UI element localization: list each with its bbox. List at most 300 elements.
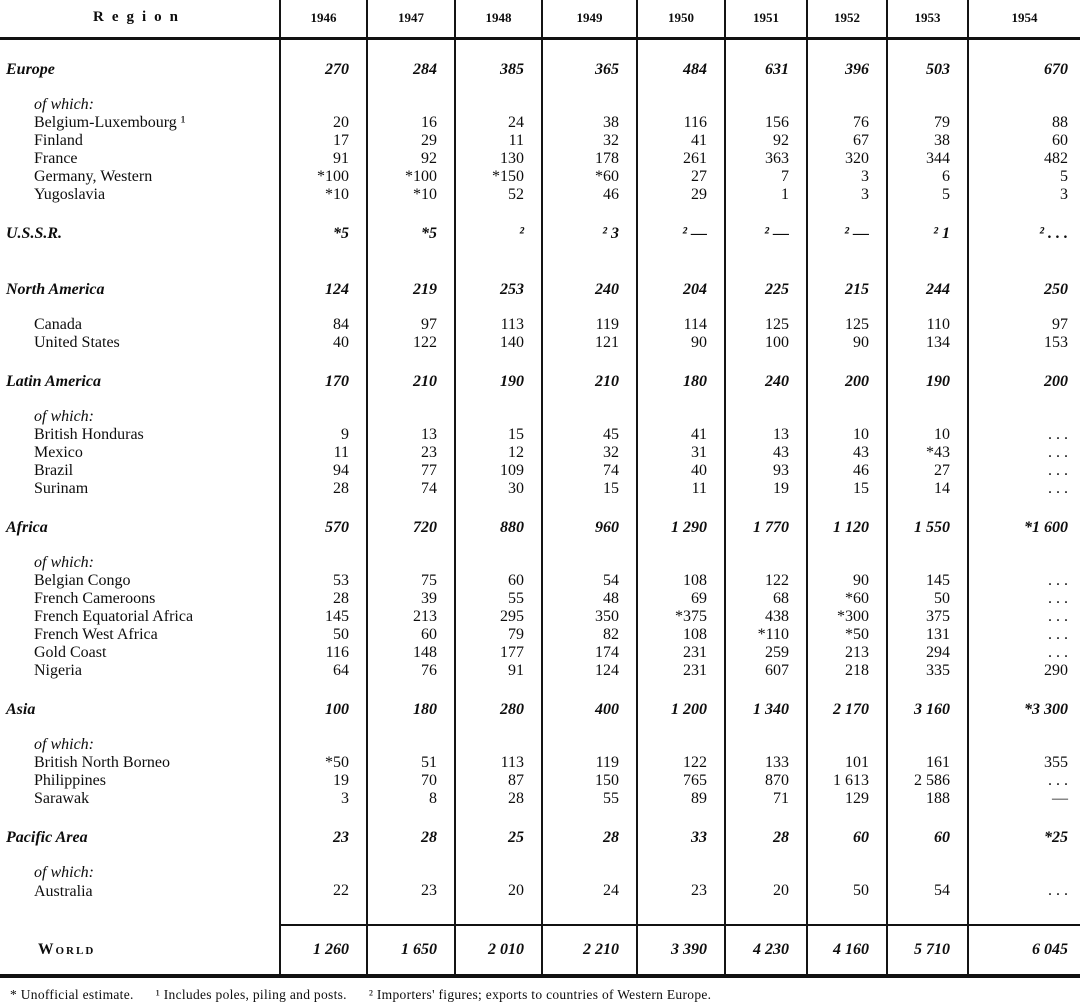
table-row [0, 808, 1080, 864]
row-label: British Honduras [34, 426, 144, 443]
cell: 2 010 [455, 925, 542, 976]
cell: 23 [367, 444, 455, 462]
row-label: North America [6, 281, 105, 298]
cell: 5 [887, 186, 968, 204]
cell: 231 [637, 662, 725, 680]
row-label: Latin America [6, 373, 101, 390]
cell: *43 [887, 444, 968, 462]
row-label: Pacific Area [6, 829, 88, 846]
cell [968, 554, 1080, 572]
cell [280, 96, 367, 114]
cell: 284 [367, 39, 455, 97]
cell: *110 [725, 626, 807, 644]
cell: 190 [455, 352, 542, 408]
row-label: Nigeria [34, 662, 82, 679]
cell: 25 [455, 808, 542, 864]
cell: . . . [968, 572, 1080, 590]
cell: 3 [807, 168, 887, 186]
cell: 48 [542, 590, 637, 608]
cell: *10 [280, 186, 367, 204]
cell: 121 [542, 334, 637, 352]
cell: ² . . . [968, 204, 1080, 260]
cell: 60 [887, 808, 968, 864]
cell [542, 554, 637, 572]
table-row [0, 498, 1080, 554]
cell: 355 [968, 754, 1080, 772]
cell: *100 [367, 168, 455, 186]
row-label: French West Africa [34, 626, 158, 643]
table-row [0, 204, 1080, 260]
cell [807, 554, 887, 572]
cell: 74 [367, 480, 455, 498]
cell: 13 [367, 426, 455, 444]
cell: 67 [807, 132, 887, 150]
table-row [0, 772, 1080, 790]
cell: 253 [455, 260, 542, 316]
cell: 113 [455, 316, 542, 334]
table-row [0, 150, 1080, 168]
cell: 113 [455, 754, 542, 772]
cell: . . . [968, 608, 1080, 626]
cell: 79 [887, 114, 968, 132]
row-label: Australia [34, 883, 93, 900]
cell: 161 [887, 754, 968, 772]
row-label: Europe [6, 61, 55, 78]
column-header-1946: 1946 [280, 0, 367, 39]
cell [367, 96, 455, 114]
cell: 108 [637, 572, 725, 590]
cell: 375 [887, 608, 968, 626]
cell [887, 408, 968, 426]
cell: 204 [637, 260, 725, 316]
cell: 11 [280, 444, 367, 462]
cell: 2 210 [542, 925, 637, 976]
cell: 145 [887, 572, 968, 590]
table-row [0, 608, 1080, 626]
cell [455, 864, 542, 882]
cell: 19 [725, 480, 807, 498]
cell: 3 390 [637, 925, 725, 976]
table-row [0, 754, 1080, 772]
cell: *150 [455, 168, 542, 186]
row-label: Mexico [34, 444, 83, 461]
cell: 880 [455, 498, 542, 554]
row-label: of which: [34, 864, 94, 881]
cell: 125 [807, 316, 887, 334]
row-label: Finland [34, 132, 83, 149]
cell: . . . [968, 626, 1080, 644]
table-row [0, 444, 1080, 462]
cell: 60 [367, 626, 455, 644]
row-label: Philippines [34, 772, 107, 789]
cell: 101 [807, 754, 887, 772]
cell: 240 [542, 260, 637, 316]
cell: 50 [280, 626, 367, 644]
cell: 1 [725, 186, 807, 204]
cell: 250 [968, 260, 1080, 316]
cell: 2 170 [807, 680, 887, 736]
cell: 70 [367, 772, 455, 790]
cell: 93 [725, 462, 807, 480]
cell [280, 864, 367, 882]
cell: . . . [968, 644, 1080, 662]
cell: 335 [887, 662, 968, 680]
cell [637, 96, 725, 114]
cell: 27 [887, 462, 968, 480]
cell: 133 [725, 754, 807, 772]
cell: 31 [637, 444, 725, 462]
cell: — [968, 790, 1080, 808]
cell: 100 [725, 334, 807, 352]
cell: 765 [637, 772, 725, 790]
cell: 23 [637, 882, 725, 925]
table-row [0, 408, 1080, 426]
cell: 1 290 [637, 498, 725, 554]
table-row [0, 626, 1080, 644]
cell [887, 96, 968, 114]
cell [887, 554, 968, 572]
cell [637, 554, 725, 572]
cell: 1 260 [280, 925, 367, 976]
cell: 68 [725, 590, 807, 608]
cell: ² — [807, 204, 887, 260]
row-label: of which: [34, 736, 94, 753]
cell: 20 [280, 114, 367, 132]
cell: 215 [807, 260, 887, 316]
cell: 94 [280, 462, 367, 480]
cell: 71 [725, 790, 807, 808]
cell: 97 [968, 316, 1080, 334]
table-row [0, 168, 1080, 186]
cell: 188 [887, 790, 968, 808]
cell [637, 408, 725, 426]
cell: 122 [367, 334, 455, 352]
cell: *375 [637, 608, 725, 626]
cell: 295 [455, 608, 542, 626]
column-header-1954: 1954 [968, 0, 1080, 39]
cell: 122 [637, 754, 725, 772]
cell: 60 [455, 572, 542, 590]
table-row [0, 39, 1080, 97]
cell: 28 [542, 808, 637, 864]
table-row [0, 96, 1080, 114]
cell: 5 [968, 168, 1080, 186]
column-header-1948: 1948 [455, 0, 542, 39]
cell [542, 96, 637, 114]
cell: 145 [280, 608, 367, 626]
cell: 24 [542, 882, 637, 925]
cell: 19 [280, 772, 367, 790]
cell: 82 [542, 626, 637, 644]
cell: 385 [455, 39, 542, 97]
table-row [0, 790, 1080, 808]
cell: 210 [542, 352, 637, 408]
cell: 41 [637, 426, 725, 444]
cell [887, 864, 968, 882]
table-row [0, 644, 1080, 662]
cell: 3 [968, 186, 1080, 204]
row-label: of which: [34, 554, 94, 571]
cell: 631 [725, 39, 807, 97]
row-label: Belgium-Luxembourg ¹ [34, 114, 186, 131]
cell: 28 [280, 590, 367, 608]
cell: ² 3 [542, 204, 637, 260]
cell: 50 [807, 882, 887, 925]
cell: 200 [807, 352, 887, 408]
cell: 24 [455, 114, 542, 132]
cell: 2 586 [887, 772, 968, 790]
cell: 39 [367, 590, 455, 608]
cell: 87 [455, 772, 542, 790]
cell: 28 [280, 480, 367, 498]
cell: *50 [280, 754, 367, 772]
cell: *10 [367, 186, 455, 204]
cell: 960 [542, 498, 637, 554]
header-row [0, 0, 1080, 39]
cell: 130 [455, 150, 542, 168]
footnote-unofficial-estimate: * Unofficial estimate. [10, 987, 134, 1002]
table-row [0, 572, 1080, 590]
cell [968, 408, 1080, 426]
cell: 365 [542, 39, 637, 97]
cell: 396 [807, 39, 887, 97]
cell: 50 [887, 590, 968, 608]
cell: 344 [887, 150, 968, 168]
cell: 363 [725, 150, 807, 168]
cell: 116 [280, 644, 367, 662]
cell: 244 [887, 260, 968, 316]
cell: 55 [455, 590, 542, 608]
cell: 77 [367, 462, 455, 480]
cell: 1 770 [725, 498, 807, 554]
cell: 64 [280, 662, 367, 680]
cell: 240 [725, 352, 807, 408]
row-label: France [34, 150, 78, 167]
cell: 110 [887, 316, 968, 334]
cell: 4 160 [807, 925, 887, 976]
cell: 92 [367, 150, 455, 168]
row-label: Belgian Congo [34, 572, 131, 589]
cell: . . . [968, 590, 1080, 608]
table-row [0, 864, 1080, 882]
cell [455, 408, 542, 426]
cell [807, 408, 887, 426]
row-label: Asia [6, 701, 36, 718]
cell: 52 [455, 186, 542, 204]
column-header-region: Region [0, 0, 280, 39]
cell: 92 [725, 132, 807, 150]
cell: 280 [455, 680, 542, 736]
cell: 55 [542, 790, 637, 808]
cell: 38 [887, 132, 968, 150]
cell: 116 [637, 114, 725, 132]
cell: *300 [807, 608, 887, 626]
footnote-importers-figures: ² Importers' figures; exports to countries of Western Europe. [368, 987, 712, 1002]
cell: 438 [725, 608, 807, 626]
cell: . . . [968, 462, 1080, 480]
cell: *5 [280, 204, 367, 260]
cell: 53 [280, 572, 367, 590]
cell: 43 [807, 444, 887, 462]
cell: 76 [807, 114, 887, 132]
row-label: Surinam [34, 480, 89, 497]
cell: 28 [455, 790, 542, 808]
cell: 79 [455, 626, 542, 644]
cell: 200 [968, 352, 1080, 408]
column-header-1947: 1947 [367, 0, 455, 39]
cell: 350 [542, 608, 637, 626]
cell: 720 [367, 498, 455, 554]
cell: *1 600 [968, 498, 1080, 554]
cell [367, 408, 455, 426]
cell: 131 [887, 626, 968, 644]
cell [542, 864, 637, 882]
cell: 119 [542, 316, 637, 334]
cell: 90 [807, 334, 887, 352]
table-row [0, 352, 1080, 408]
cell: 90 [637, 334, 725, 352]
cell: 261 [637, 150, 725, 168]
cell: 156 [725, 114, 807, 132]
cell: 32 [542, 444, 637, 462]
cell: 124 [280, 260, 367, 316]
column-header-1951: 1951 [725, 0, 807, 39]
cell: 129 [807, 790, 887, 808]
cell: 124 [542, 662, 637, 680]
cell: 12 [455, 444, 542, 462]
cell: 290 [968, 662, 1080, 680]
cell: 29 [637, 186, 725, 204]
cell: 219 [367, 260, 455, 316]
cell: *3 300 [968, 680, 1080, 736]
cell [637, 864, 725, 882]
cell: 1 613 [807, 772, 887, 790]
cell: *100 [280, 168, 367, 186]
cell: 60 [968, 132, 1080, 150]
table-body [0, 39, 1080, 977]
cell: 400 [542, 680, 637, 736]
cell: 109 [455, 462, 542, 480]
cell: 108 [637, 626, 725, 644]
cell: 1 650 [367, 925, 455, 976]
cell: 51 [367, 754, 455, 772]
row-label: Yugoslavia [34, 186, 106, 203]
table-row [0, 316, 1080, 334]
cell: 174 [542, 644, 637, 662]
cell: . . . [968, 772, 1080, 790]
cell: 570 [280, 498, 367, 554]
cell: 9 [280, 426, 367, 444]
cell: 5 710 [887, 925, 968, 976]
cell: ² [455, 204, 542, 260]
cell: . . . [968, 426, 1080, 444]
cell: 482 [968, 150, 1080, 168]
table-row [0, 186, 1080, 204]
table-row [0, 480, 1080, 498]
row-label: French Equatorial Africa [34, 608, 194, 625]
cell: 74 [542, 462, 637, 480]
cell: 13 [725, 426, 807, 444]
cell: . . . [968, 882, 1080, 925]
cell: 1 200 [637, 680, 725, 736]
cell: 100 [280, 680, 367, 736]
table-row [0, 882, 1080, 925]
cell: 23 [367, 882, 455, 925]
cell: 7 [725, 168, 807, 186]
cell [968, 736, 1080, 754]
column-header-1953: 1953 [887, 0, 968, 39]
table-row [0, 114, 1080, 132]
cell [725, 554, 807, 572]
cell: 22 [280, 882, 367, 925]
cell: 6 [887, 168, 968, 186]
cell: *60 [807, 590, 887, 608]
cell: 320 [807, 150, 887, 168]
cell: 89 [637, 790, 725, 808]
cell: 3 [280, 790, 367, 808]
cell: 3 160 [887, 680, 968, 736]
table-row [0, 925, 1080, 976]
cell [280, 736, 367, 754]
cell: 177 [455, 644, 542, 662]
row-label: of which: [34, 96, 94, 113]
cell: 180 [637, 352, 725, 408]
cell: 38 [542, 114, 637, 132]
cell [637, 736, 725, 754]
cell: 28 [725, 808, 807, 864]
cell: ² — [725, 204, 807, 260]
cell: 97 [367, 316, 455, 334]
cell: 28 [367, 808, 455, 864]
cell: 54 [542, 572, 637, 590]
cell: 148 [367, 644, 455, 662]
cell: 69 [637, 590, 725, 608]
cell: 27 [637, 168, 725, 186]
cell: 153 [968, 334, 1080, 352]
footnote-poles-piling-posts: ¹ Includes poles, piling and posts. [155, 987, 347, 1002]
cell [455, 736, 542, 754]
cell [367, 864, 455, 882]
cell: . . . [968, 444, 1080, 462]
cell: 270 [280, 39, 367, 97]
table-row [0, 462, 1080, 480]
cell: 29 [367, 132, 455, 150]
cell: 503 [887, 39, 968, 97]
cell [455, 96, 542, 114]
footnote [0, 987, 1080, 1003]
cell: 45 [542, 426, 637, 444]
cell: 20 [725, 882, 807, 925]
cell: 15 [542, 480, 637, 498]
cell: 870 [725, 772, 807, 790]
row-label: United States [34, 334, 120, 351]
cell: . . . [968, 480, 1080, 498]
table-row [0, 590, 1080, 608]
row-label: Brazil [34, 462, 74, 479]
cell: 607 [725, 662, 807, 680]
table-row [0, 736, 1080, 754]
cell: 15 [455, 426, 542, 444]
cell: 180 [367, 680, 455, 736]
cell: ² — [637, 204, 725, 260]
cell: 54 [887, 882, 968, 925]
cell: 33 [637, 808, 725, 864]
cell: 20 [455, 882, 542, 925]
cell: 91 [280, 150, 367, 168]
cell [807, 96, 887, 114]
row-label: Germany, Western [34, 168, 153, 185]
cell [542, 736, 637, 754]
